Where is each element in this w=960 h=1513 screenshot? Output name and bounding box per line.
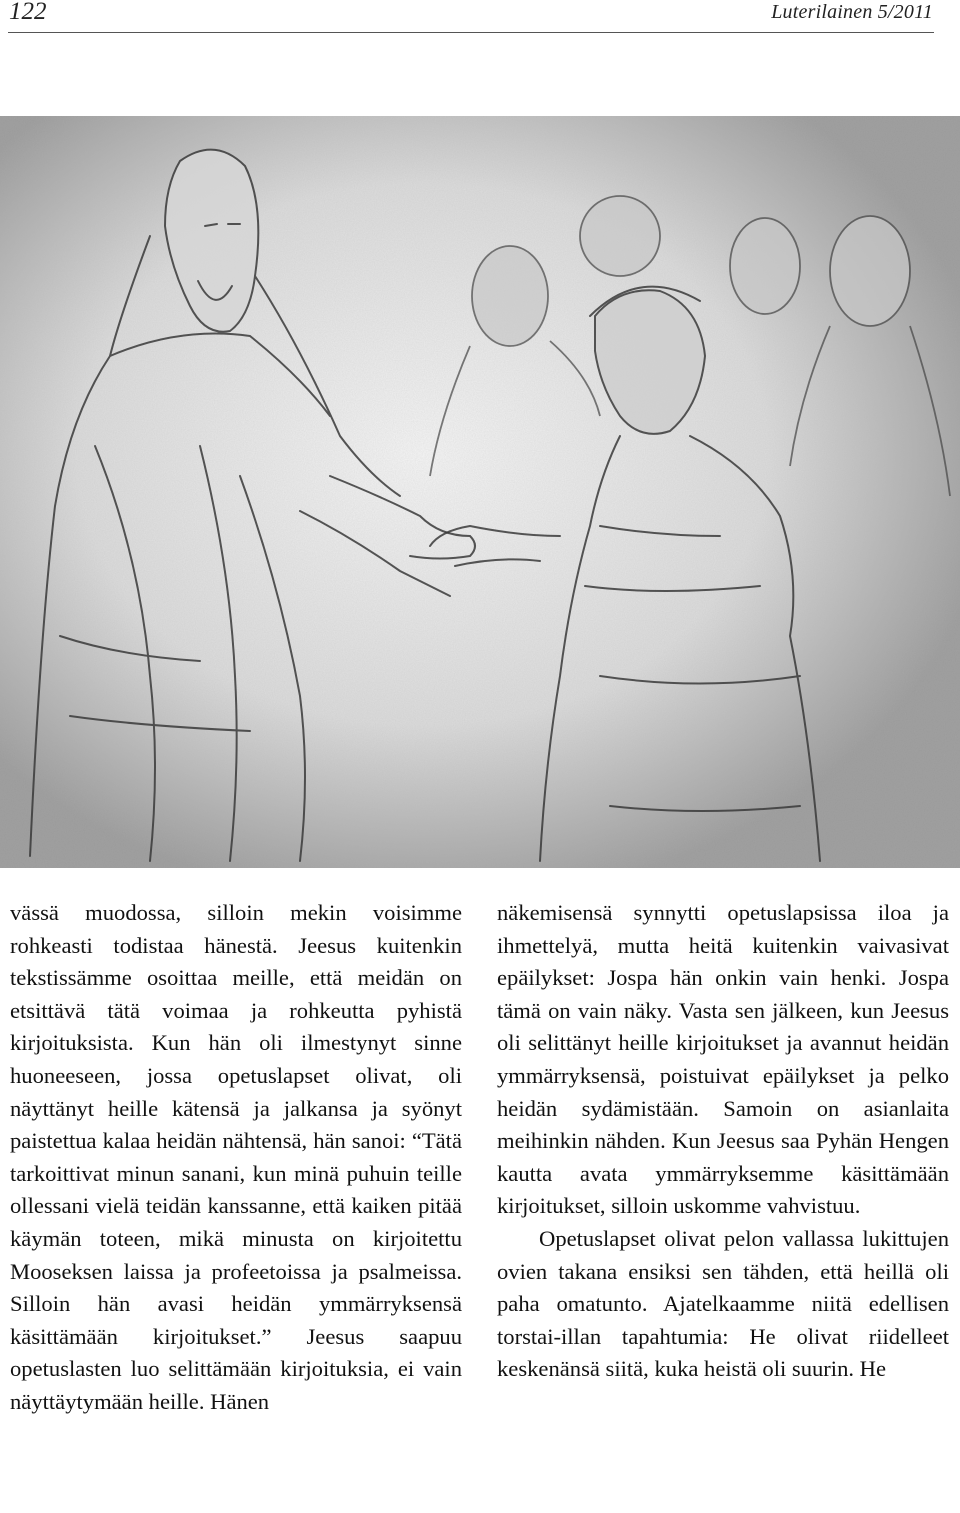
text-column-right [497, 897, 949, 1386]
paragraph: näkemisensä synnytti opetuslapsissa iloa ja ihmettelyä, mutta heitä kuitenkin vaivasivat epäilykset: Jospa hän onkin vain henki. Jospa tämä on vain näky. Vasta sen jälkeen, kun Jeesus oli selittänyt heille kirjoitukset ja avannut heidän ymmärryksensä, poistuivat epäilykset ja pelko heidän sydämistään. Samoin on asianlaita meihinkin nähden. Kun Jeesus saa Pyhän Hengen kautta avata ymmärryksemme käsittämään kirjoitukset, silloin uskomme vahvistuu. [497, 900, 949, 1219]
sketch-illustration [0, 116, 960, 868]
magazine-title: Luterilainen 5/2011 [771, 1, 933, 23]
page-number: 122 [9, 0, 47, 25]
text-column-left [10, 897, 462, 1419]
header-rule [8, 32, 934, 33]
paragraph: Opetuslapset olivat pelon vallassa lukittujen ovien takana ensiksi sen tähden, että heillä oli paha omatunto. Ajatelkaamme niitä edellisen torstai-illan tapahtumia: He olivat riidelleet keskenänsä siitä, kuka heistä oli suurin. He [497, 1225, 949, 1382]
paragraph: vässä muodossa, silloin mekin voisimme rohkeasti todistaa hänestä. Jeesus kuitenkin tekstissämme osoittaa meille, että meidän on etsittävä tätä voimaa ja rohkeutta pyhistä kirjoituksista. Kun hän oli ilmestynyt sinne huoneeseen, jossa opetuslapset olivat, oli näyttänyt heille kätensä ja jalkansa ja syönyt paistettua kalaa heidän nähtensä, hän sanoi: “Tätä tarkoittivat minun sanani, kun minä puhuin teille ollessani vielä teidän kanssanne, että kaiken pitää käymän toteen, mikä minusta on kirjoitettu Mooseksen laissa ja profeetoissa ja psalmeissa. Silloin hän avasi heidän ymmärryksensä käsittämään kirjoitukset.” Jeesus saapuu opetuslasten luo selittämään kirjoituksia, ei vain näyttäytymään heille. Hänen [10, 900, 462, 1414]
page-header [0, 0, 960, 30]
